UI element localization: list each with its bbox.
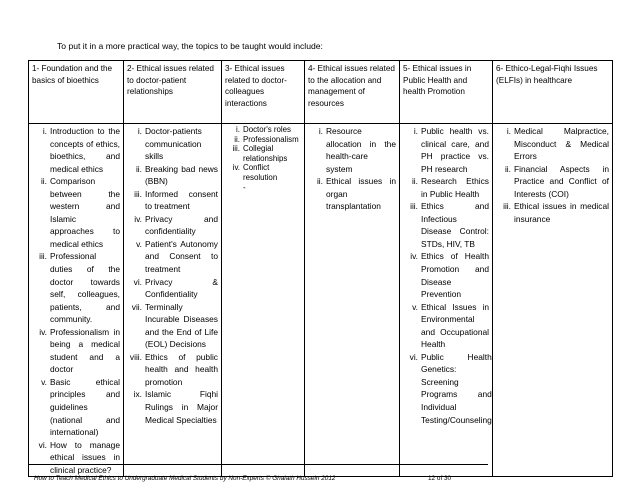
list-item (403, 301, 489, 351)
item-text: Ethical issues in medical insurance (514, 201, 609, 224)
list-item (32, 376, 120, 439)
item-text: Ethics of Health Promotion and Disease Prevention (421, 251, 489, 300)
list-item (403, 125, 489, 175)
item-text: Ethical Issues in Environmental and Occupational Health (421, 301, 489, 350)
list-item (225, 135, 301, 145)
item-number: vi. (409, 351, 418, 362)
item-text: Islamic Fiqhi Rulings in Major Medical Specialties (145, 389, 218, 425)
list-item (32, 326, 120, 376)
page-number: 12 of 30 (428, 475, 452, 482)
item-number: v. (41, 376, 47, 387)
item-number: i. (236, 125, 240, 134)
topic-cell (400, 124, 493, 477)
item-number: v. (136, 238, 142, 249)
list-item (403, 351, 492, 426)
list-item (127, 351, 218, 389)
topic-list (403, 125, 492, 426)
item-text: Privacy and confidentiality (145, 213, 218, 237)
table-body-row (29, 124, 613, 477)
topic-cell (29, 124, 124, 477)
list-item (127, 388, 218, 426)
item-number: iii. (503, 201, 511, 212)
item-text: Professionalism in being a medical student and a doctor (50, 326, 120, 375)
item-number: v. (412, 301, 418, 312)
list-item (32, 439, 120, 477)
list-item (32, 175, 120, 250)
item-text: Breaking bad news (BBN) (145, 163, 218, 187)
item-number: i. (506, 126, 511, 136)
item-text: Informed consent to treatment (145, 188, 218, 212)
footer-divider (28, 464, 488, 465)
list-item (496, 163, 609, 201)
list-item (496, 125, 609, 163)
item-number: iv. (39, 326, 47, 337)
list-item (127, 276, 218, 301)
item-text: Public health vs. clinical care, and PH practice vs. PH research (421, 126, 489, 174)
item-number: ii. (40, 176, 47, 187)
item-text: Resource allocation in the health-care system (326, 126, 396, 174)
item-number: ii. (135, 163, 142, 174)
item-text: Professional duties of the doctor towards self, colleagues, patients, and community. (50, 251, 120, 325)
item-text: Patient's Autonomy and Consent to treatment (145, 238, 218, 275)
list-item (308, 125, 396, 175)
item-text: - (243, 182, 246, 192)
list-item (127, 163, 218, 188)
item-text: Professionalism (243, 134, 299, 144)
topic-list (32, 125, 120, 476)
list-item (225, 163, 301, 182)
table-header-row (29, 61, 613, 124)
list-item (127, 238, 218, 276)
item-number: ii. (316, 176, 323, 187)
item-number: i. (42, 126, 47, 136)
item-number: ix. (133, 389, 142, 400)
item-number: ii. (504, 163, 511, 174)
list-item (496, 200, 609, 225)
topic-list (127, 125, 218, 426)
item-text: Doctor-patients communication skills (145, 126, 202, 162)
item-number: iv. (134, 213, 142, 224)
item-number: iii. (232, 144, 240, 154)
item-text: Ethical issues in organ transplantation (326, 176, 396, 212)
item-number: iv. (232, 163, 240, 173)
topic-cell (305, 124, 400, 477)
item-number: i. (413, 126, 418, 136)
list-item (225, 125, 301, 135)
item-text: Introduction to the concepts of ethics, bioethics, and medical ethics (50, 126, 120, 174)
list-item (127, 213, 218, 238)
item-text: Research Ethics in Public Health (421, 176, 489, 199)
header-cell: 5- Ethical issues in Public Health and health Promotion (400, 61, 493, 124)
header-cell: 3- Ethical issues related to doctor-colleagues interactions (222, 61, 305, 124)
header-cell: 1- Foundation and the basics of bioethics (29, 61, 124, 124)
list-item (225, 144, 301, 163)
item-number: vi. (38, 439, 47, 450)
topic-list (496, 125, 609, 225)
item-number (225, 183, 243, 193)
list-item (308, 175, 396, 213)
topics-table (28, 60, 613, 477)
item-number: iv. (410, 251, 418, 262)
item-text: Conflict resolution (243, 163, 278, 182)
item-text: Financial Aspects in Practice and Conflict of Interests (COI) (514, 163, 609, 199)
item-text: Collegial relationships (243, 144, 288, 163)
item-text: Medical Malpractice, Misconduct & Medical Errors (514, 126, 609, 162)
footer-citation: How to Teach Medical Ethics to Undergraduate Medical Students by Non-Experts © Ghaiath Hussein 2012 (34, 475, 336, 482)
list-item (127, 301, 218, 351)
list-item (403, 200, 489, 250)
list-item (403, 250, 489, 300)
item-text: Ethics and Infectious Disease Control: STDs, HIV, TB (421, 201, 489, 249)
item-number: vii. (131, 301, 142, 312)
item-text: Basic ethical principles and guidelines (national and international) (50, 376, 120, 438)
topic-cell (124, 124, 222, 477)
item-number: viii. (129, 351, 142, 362)
list-item (127, 125, 218, 163)
list-item (403, 175, 489, 200)
topic-list (308, 125, 396, 213)
intro-text: To put it in a more practical way, the topics to be taught would include: (57, 41, 323, 51)
item-text: How to manage ethical issues in clinical practice? (50, 439, 120, 475)
item-number: ii. (411, 176, 418, 187)
item-text: Privacy & Confidentiality (145, 276, 218, 300)
item-number: iii. (410, 201, 418, 212)
item-number: i. (318, 126, 323, 136)
header-cell: 2- Ethical issues related to doctor-patient relationships (124, 61, 222, 124)
header-cell: 4- Ethical issues related to the allocation and management of resources (305, 61, 400, 124)
item-text: Ethics of public health and health promotion (145, 351, 218, 387)
item-text: Doctor's roles (243, 125, 291, 134)
header-cell: 6- Ethico-Legal-Fiqhi Issues (ELFIs) in healthcare (493, 61, 613, 124)
topic-list (225, 125, 301, 192)
item-number: iii. (39, 251, 47, 262)
item-text: Terminally Incurable Diseases and the End of Life (EOL) Decisions (145, 301, 218, 350)
topic-cell (493, 124, 613, 477)
list-item (225, 183, 301, 193)
list-item (32, 250, 120, 325)
list-item (127, 188, 218, 213)
item-number: iii. (134, 188, 142, 199)
list-item (32, 125, 120, 175)
item-number: vi. (133, 276, 142, 287)
item-number: ii. (234, 134, 240, 144)
item-text: Comparison between the western and Islamic approaches to medical ethics (50, 176, 120, 249)
topic-cell (222, 124, 305, 477)
item-text: Public Health Genetics: Screening Programs and Individual Testing/Counseling (421, 351, 492, 425)
item-number: i. (137, 126, 142, 136)
